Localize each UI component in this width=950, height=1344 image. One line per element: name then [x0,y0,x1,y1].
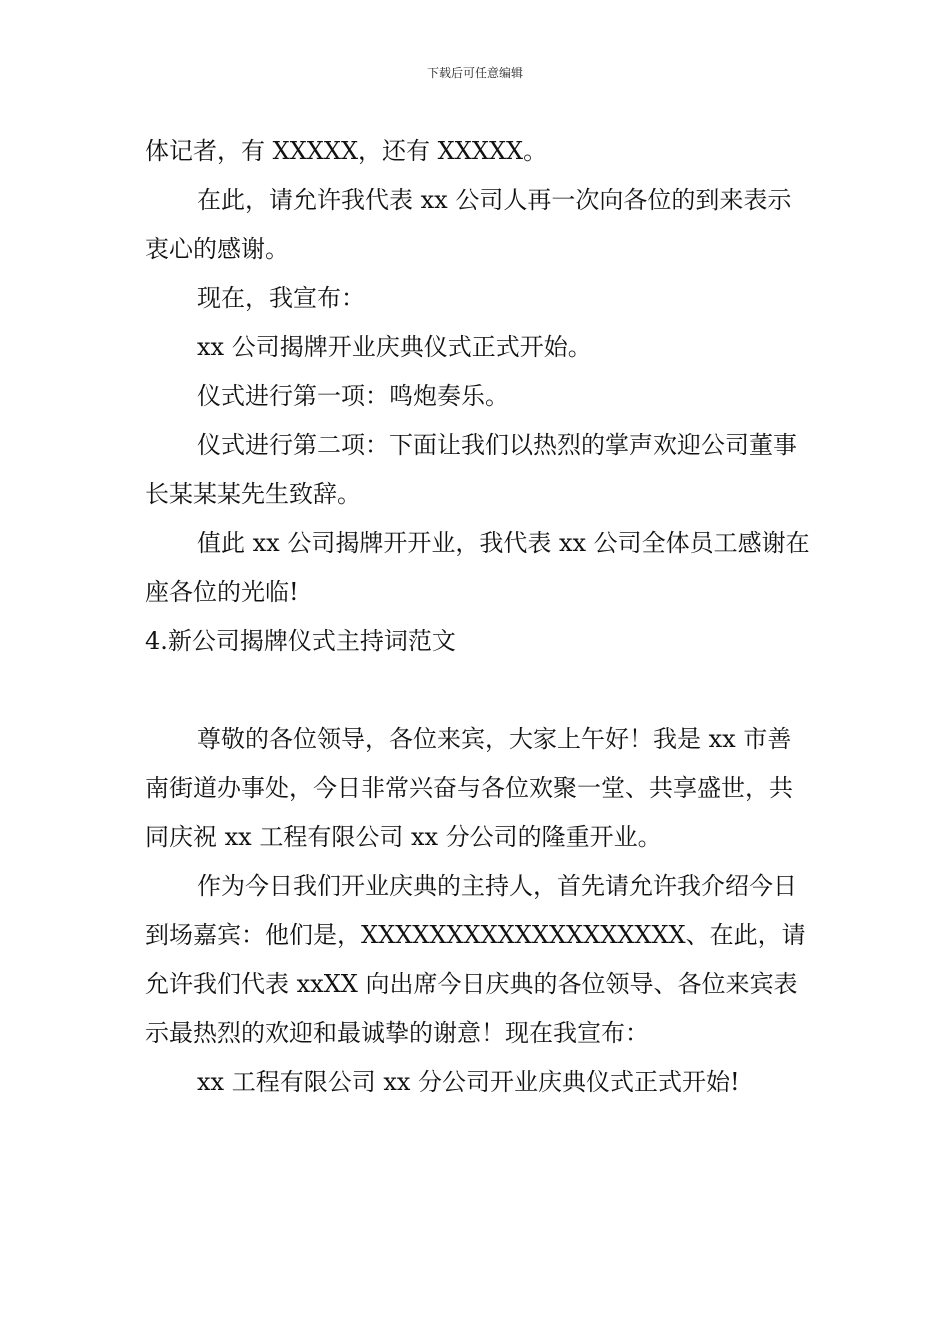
paragraph-7: 值此 xx 公司揭牌开开业，我代表 xx 公司全体员工感谢在座各位的光临! [145,529,810,606]
section-heading: 4.新公司揭牌仪式主持词范文 [145,627,456,655]
paragraph-8: 尊敬的各位领导，各位来宾，大家上午好！我是 xx 市善南街道办事处，今日非常兴奋与各位欢聚一堂、共享盛世，共同庆祝 xx 工程有限公司 xx 分公司的隆重开业。 [145,725,793,851]
document-body [145,127,810,1107]
paragraph-4: xx 公司揭牌开业庆典仪式正式开始。 [197,333,592,361]
paragraph-2: 在此，请允许我代表 xx 公司人再一次向各位的到来表示衷心的感谢。 [145,186,792,263]
paragraph-10: xx 工程有限公司 xx 分公司开业庆典仪式正式开始! [197,1068,740,1096]
blank-line [145,666,810,715]
paragraph-1: 体记者，有 XXXXX，还有 XXXXX。 [145,137,548,165]
paragraph-6: 仪式进行第二项：下面让我们以热烈的掌声欢迎公司董事长某某某先生致辞。 [145,431,797,508]
paragraph-9: 作为今日我们开业庆典的主持人，首先请允许我介绍今日到场嘉宾：他们是，XXXXXXXXXXXXXXXXXXX、在此，请允许我们代表 xxXX 向出席今日庆典的各位领导、各位来宾表示最热烈的欢迎和最诚挚的谢意！现在我宣布： [145,872,806,1047]
page-header-note: 下载后可任意编辑 [426,66,523,80]
paragraph-5: 仪式进行第一项：鸣炮奏乐。 [197,382,509,410]
paragraph-3: 现在，我宣布： [197,284,365,312]
